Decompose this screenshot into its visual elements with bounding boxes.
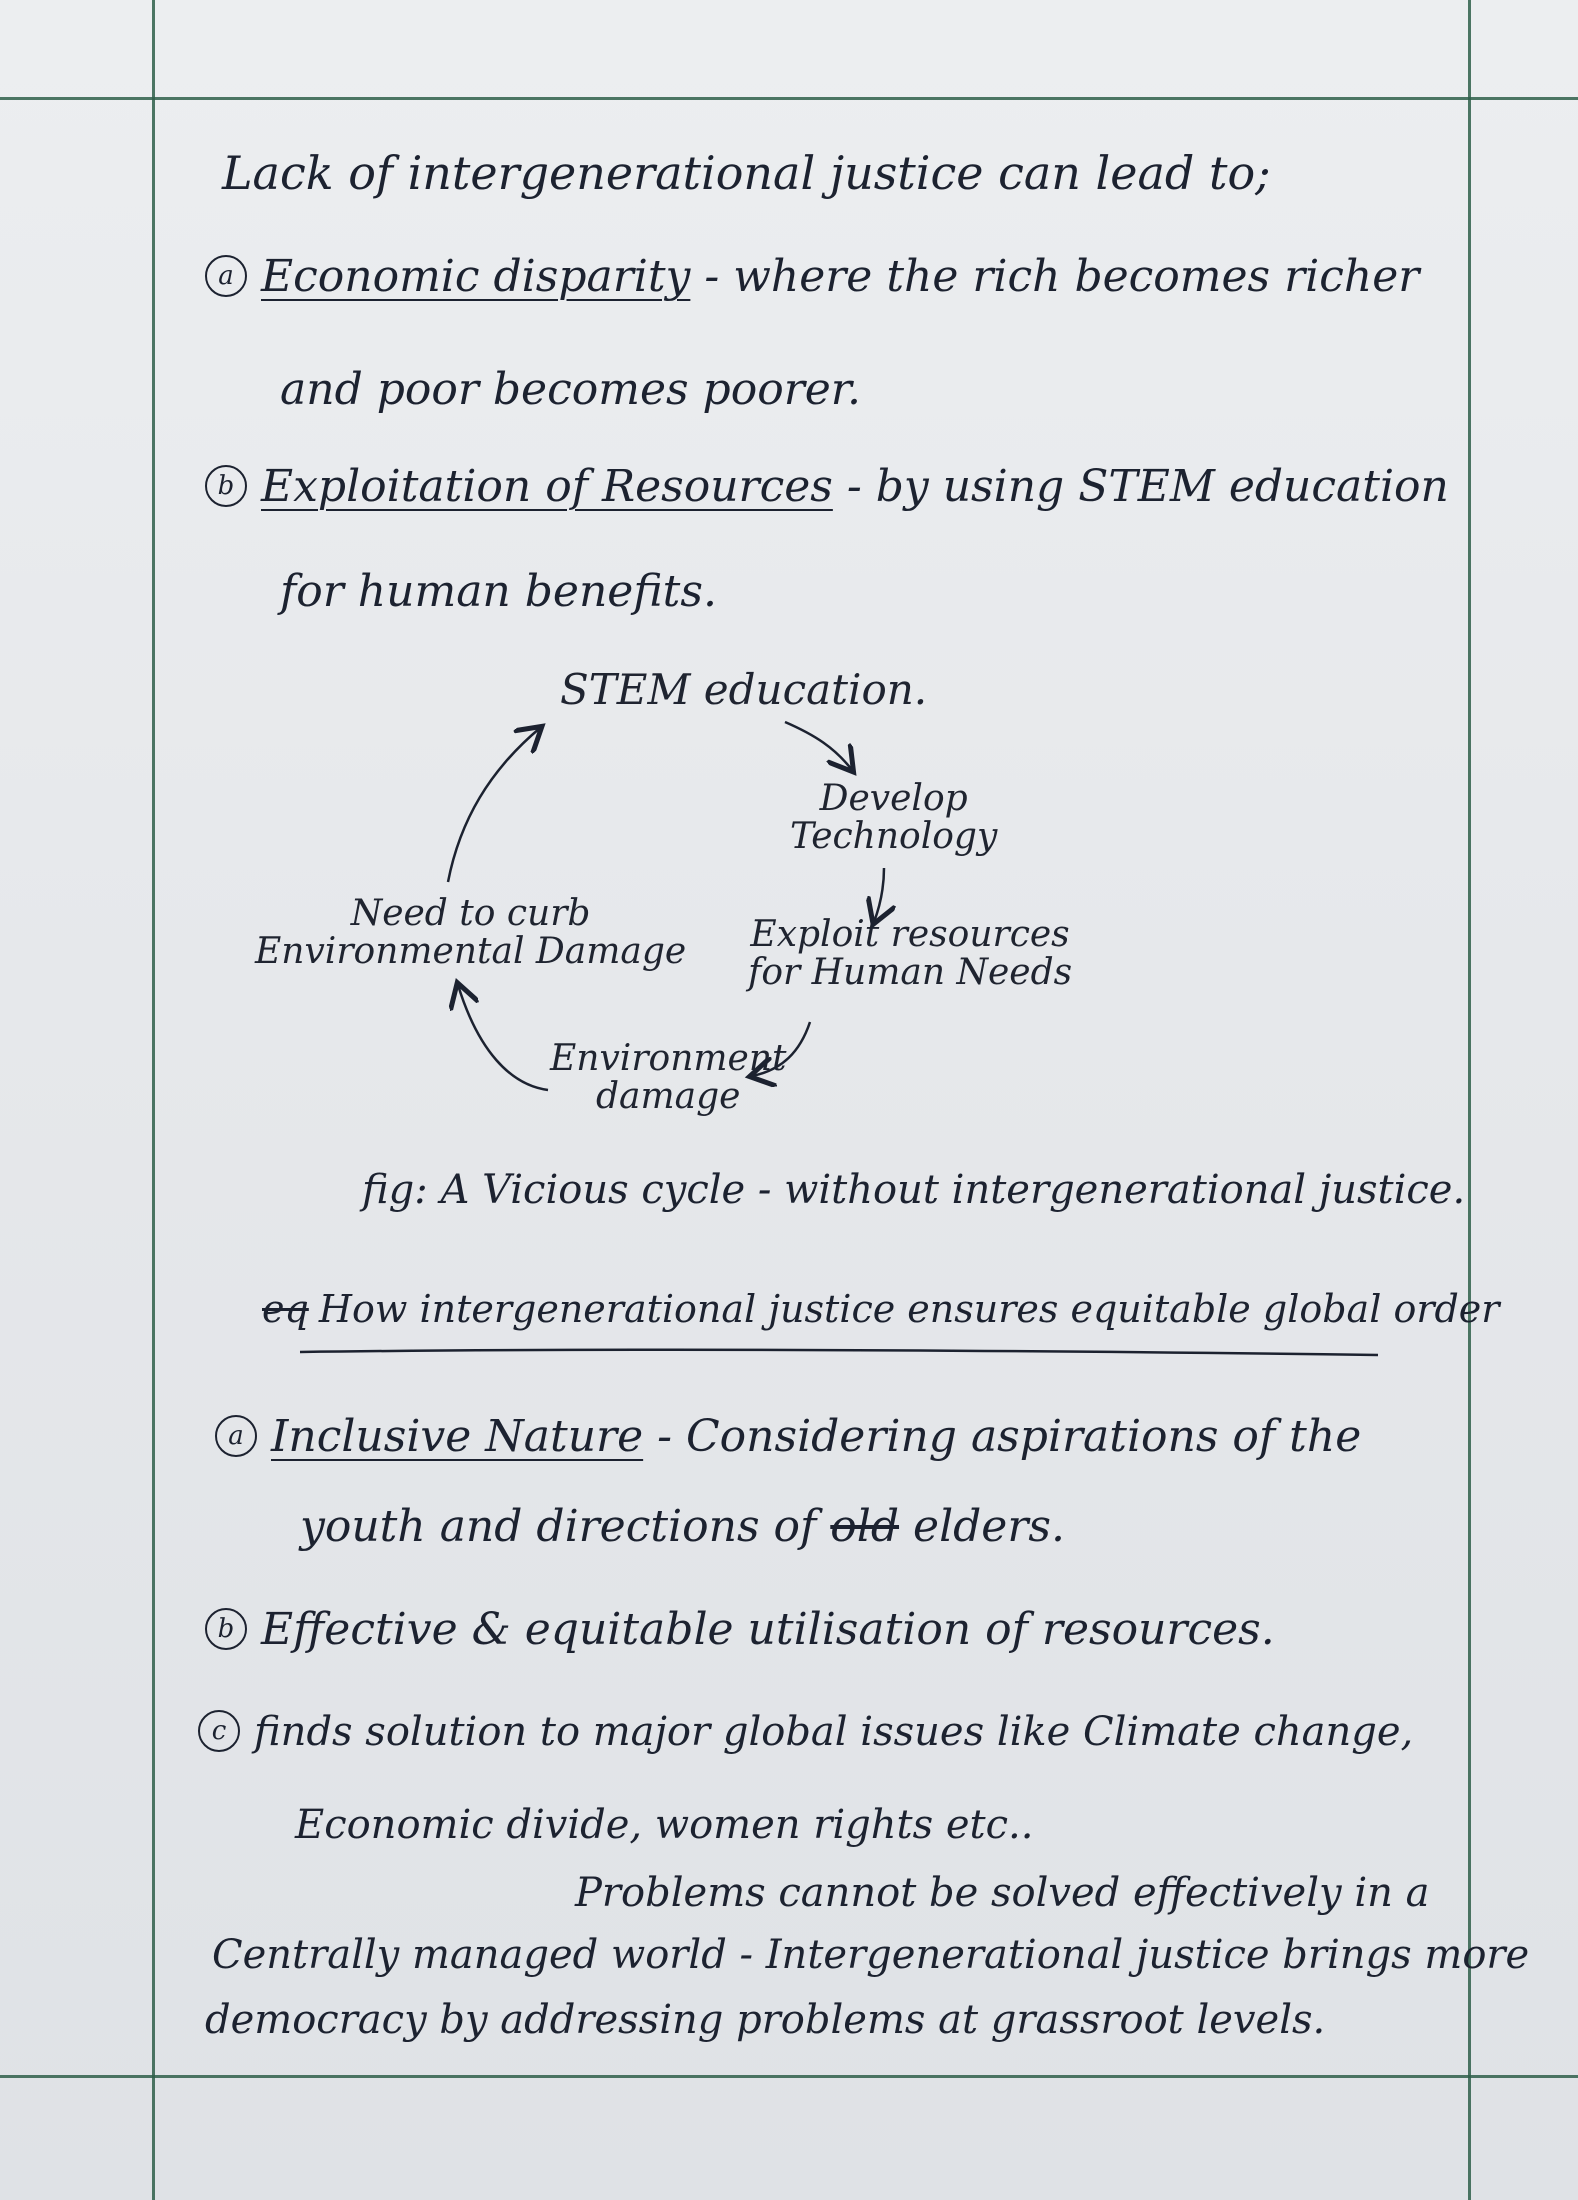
point-a-rest: - where the rich becomes richer — [704, 251, 1420, 302]
item-b-text: Effective & equitable utilisation of resources. — [261, 1604, 1275, 1655]
item-c-text: finds solution to major global issues like Climate change, — [254, 1709, 1414, 1755]
item-a-struck: old — [830, 1501, 900, 1552]
heading-text: How intergenerational justice ensures equitable global order — [318, 1287, 1500, 1331]
point-b-rest: - by using STEM education — [846, 461, 1449, 512]
item-a-marker: a — [215, 1415, 257, 1457]
conclusion-line-3: democracy by addressing problems at grassroot levels. — [205, 1997, 1326, 2043]
cycle-node-develop: Develop Technology — [790, 778, 998, 857]
conclusion-line-1: Problems cannot be solved effectively in a — [575, 1870, 1430, 1916]
conclusion-line-2: Centrally managed world - Intergenerational justice brings more — [212, 1932, 1530, 1978]
item-b-marker: b — [205, 1608, 247, 1650]
point-a-title: Economic disparity — [261, 251, 691, 302]
heading-struck: eq — [262, 1287, 309, 1331]
figure-caption: fig: A Vicious cycle - without intergenerational justice. — [362, 1167, 1466, 1213]
intro-line: Lack of intergenerational justice can lead to; — [222, 146, 1271, 200]
item-a-line2-pre: youth and directions of — [300, 1501, 817, 1552]
item-c — [198, 1709, 1414, 1756]
point-a-marker: a — [205, 255, 247, 297]
item-b — [205, 1604, 1275, 1655]
item-a-rest: - Considering aspirations of the — [657, 1411, 1362, 1462]
item-a — [215, 1411, 1362, 1462]
point-a-line2: and poor becomes poorer. — [280, 364, 861, 415]
cycle-node-curb: Need to curb Environmental Damage — [255, 893, 687, 972]
cycle-node-damage: Environment damage — [550, 1038, 787, 1117]
cycle-node-stem: STEM education. — [560, 665, 928, 714]
point-b-marker: b — [205, 465, 247, 507]
item-c-line2: Economic divide, women rights etc.. — [295, 1802, 1034, 1848]
point-b-line2: for human benefits. — [280, 566, 717, 617]
item-c-marker: c — [198, 1710, 240, 1752]
cycle-node-exploit: Exploit resources for Human Needs — [748, 914, 1073, 993]
item-a-line2 — [300, 1501, 1065, 1552]
point-b-title: Exploitation of Resources — [261, 461, 833, 512]
item-a-line2-post: elders. — [913, 1501, 1065, 1552]
item-a-title: Inclusive Nature — [271, 1411, 644, 1462]
